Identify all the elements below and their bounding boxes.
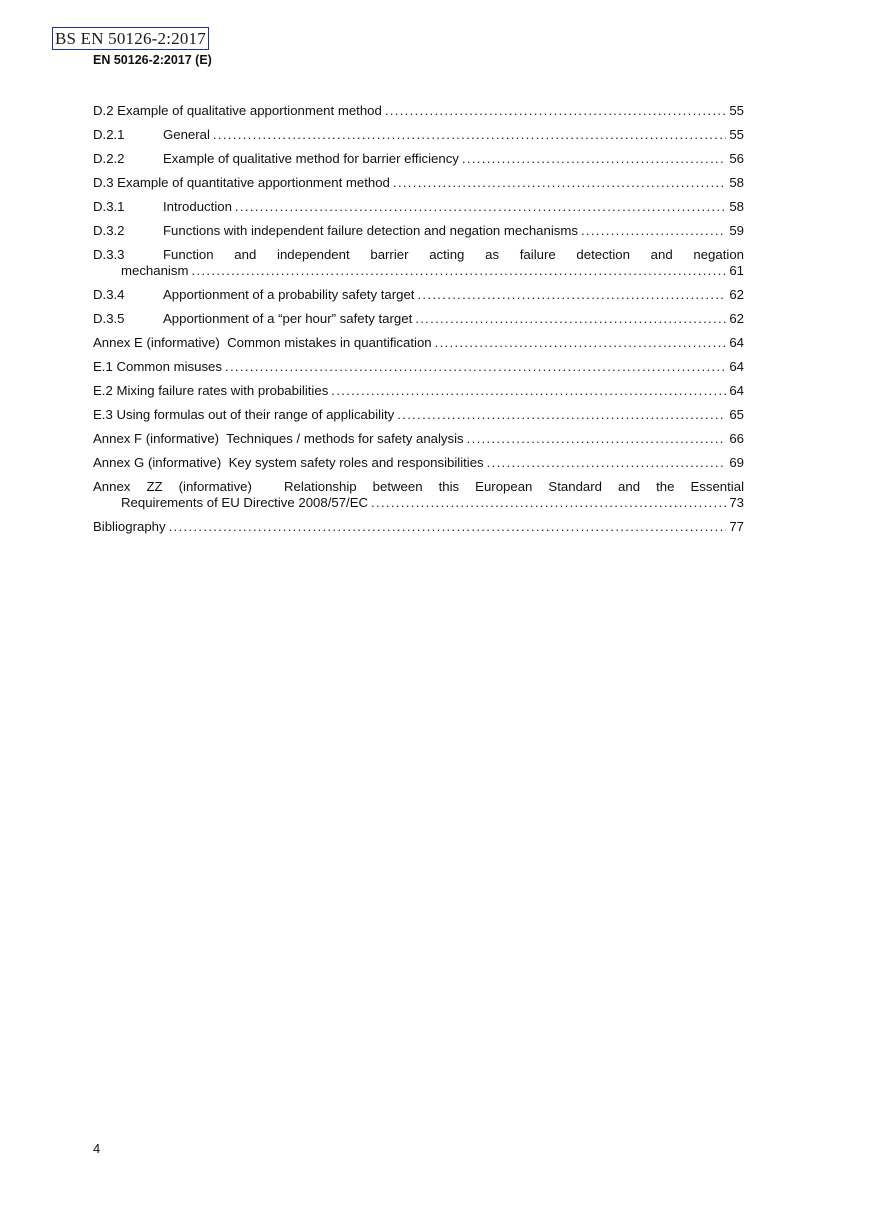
toc-leader-dots bbox=[169, 519, 727, 535]
toc-entry-page: 58 bbox=[729, 175, 744, 190]
toc-entry-number: D.3.5 bbox=[93, 311, 125, 326]
toc-entry-page: 58 bbox=[729, 199, 744, 214]
toc-entry-number: D.3.3 bbox=[93, 247, 125, 262]
toc-entry[interactable] bbox=[93, 127, 744, 143]
toc-entry-title-line2: mechanism bbox=[121, 263, 189, 278]
toc-leader-dots bbox=[487, 455, 727, 471]
toc-entry-title: E.2 Mixing failure rates with probabilities bbox=[93, 383, 329, 398]
toc-leader-dots bbox=[415, 311, 726, 327]
toc-leader-dots bbox=[581, 223, 726, 239]
toc-entry-page: 77 bbox=[729, 519, 744, 534]
toc-entry-title: Annex G (informative) Key system safety roles and responsibilities bbox=[93, 455, 484, 470]
toc-entry-title-line2: Requirements of EU Directive 2008/57/EC bbox=[121, 495, 369, 510]
toc-leader-dots bbox=[191, 263, 726, 279]
toc-entry-page: 59 bbox=[729, 223, 744, 238]
toc-entry[interactable] bbox=[93, 335, 744, 351]
toc-leader-dots bbox=[397, 407, 726, 423]
toc-leader-dots bbox=[462, 151, 726, 167]
toc-entry-number: D.2.2 bbox=[93, 151, 125, 166]
toc-leader-dots bbox=[331, 383, 726, 399]
table-of-contents bbox=[93, 103, 744, 543]
toc-entry-title: Apportionment of a probability safety target bbox=[163, 287, 415, 302]
toc-entry[interactable] bbox=[93, 223, 744, 239]
toc-entry[interactable] bbox=[93, 311, 744, 327]
toc-entry-title: Annex E (informative) Common mistakes in quantification bbox=[93, 335, 432, 350]
toc-leader-dots bbox=[371, 495, 726, 511]
toc-entry[interactable] bbox=[93, 431, 744, 447]
toc-entry-page: 73 bbox=[729, 495, 744, 510]
toc-entry[interactable] bbox=[93, 479, 744, 511]
toc-entry-page: 69 bbox=[729, 455, 744, 470]
toc-entry-number: D.3.1 bbox=[93, 199, 125, 214]
toc-entry-number: D.3.2 bbox=[93, 223, 125, 238]
toc-entry[interactable] bbox=[93, 383, 744, 399]
toc-leader-dots bbox=[225, 359, 726, 375]
toc-leader-dots bbox=[213, 127, 726, 143]
document-id-header: EN 50126-2:2017 (E) bbox=[93, 53, 212, 67]
toc-leader-dots bbox=[393, 175, 726, 191]
toc-entry-number: D.3.4 bbox=[93, 287, 125, 302]
toc-entry-title: Apportionment of a “per hour” safety target bbox=[163, 311, 413, 326]
toc-leader-dots bbox=[435, 335, 727, 351]
toc-entry-page: 55 bbox=[729, 127, 744, 142]
toc-entry-title: E.1 Common misuses bbox=[93, 359, 222, 374]
toc-entry[interactable] bbox=[93, 151, 744, 167]
toc-leader-dots bbox=[235, 199, 726, 215]
toc-entry-number: D.2.1 bbox=[93, 127, 125, 142]
toc-entry-page: 62 bbox=[729, 287, 744, 302]
toc-leader-dots bbox=[417, 287, 726, 303]
toc-entry-title: E.3 Using formulas out of their range of applicability bbox=[93, 407, 395, 422]
toc-entry-page: 64 bbox=[729, 383, 744, 398]
toc-entry-title: General bbox=[163, 127, 210, 142]
toc-leader-dots bbox=[467, 431, 727, 447]
toc-entry-title: D.2 Example of qualitative apportionment method bbox=[93, 103, 382, 118]
toc-entry-title: D.3 Example of quantitative apportionment method bbox=[93, 175, 390, 190]
toc-entry-page: 64 bbox=[729, 359, 744, 374]
toc-entry[interactable] bbox=[93, 359, 744, 375]
toc-entry-page: 66 bbox=[729, 431, 744, 446]
toc-entry-title: Bibliography bbox=[93, 519, 166, 534]
toc-entry-page: 65 bbox=[729, 407, 744, 422]
toc-entry-title-line1: Function and independent barrier acting as failure detection and negation bbox=[163, 247, 744, 262]
document-stamp: BS EN 50126-2:2017 bbox=[52, 27, 209, 50]
toc-entry[interactable] bbox=[93, 247, 744, 279]
toc-entry[interactable] bbox=[93, 519, 744, 535]
toc-entry[interactable] bbox=[93, 103, 744, 119]
toc-entry[interactable] bbox=[93, 199, 744, 215]
toc-entry-page: 61 bbox=[729, 263, 744, 278]
toc-entry[interactable] bbox=[93, 287, 744, 303]
toc-entry-title: Introduction bbox=[163, 199, 232, 214]
toc-entry-title: Functions with independent failure detection and negation mechanisms bbox=[163, 223, 578, 238]
toc-entry-page: 62 bbox=[729, 311, 744, 326]
toc-entry[interactable] bbox=[93, 455, 744, 471]
toc-entry-title: Example of qualitative method for barrier efficiency bbox=[163, 151, 459, 166]
toc-entry[interactable] bbox=[93, 407, 744, 423]
toc-entry-page: 56 bbox=[729, 151, 744, 166]
toc-entry-page: 55 bbox=[729, 103, 744, 118]
page-number: 4 bbox=[93, 1141, 101, 1156]
toc-entry-title: Annex F (informative) Techniques / methods for safety analysis bbox=[93, 431, 464, 446]
toc-entry-page: 64 bbox=[729, 335, 744, 350]
toc-entry[interactable] bbox=[93, 175, 744, 191]
toc-leader-dots bbox=[385, 103, 727, 119]
toc-entry-title-line1: Annex ZZ (informative) Relationship between this European Standard and the Essential bbox=[93, 479, 744, 494]
